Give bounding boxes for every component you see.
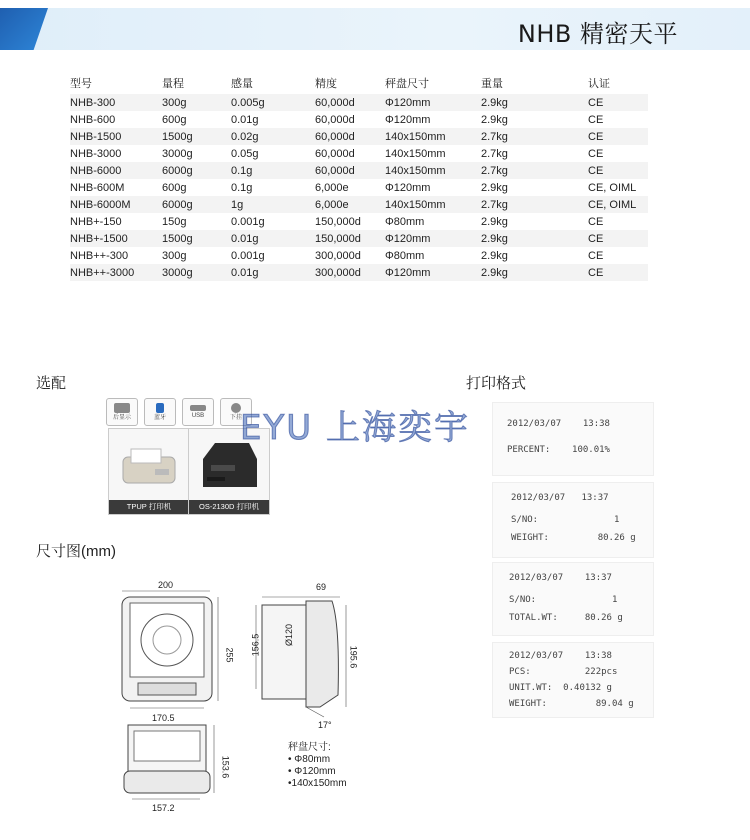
cell-certification: CE, OIML bbox=[588, 196, 648, 213]
cell-certification: CE, OIML bbox=[588, 181, 637, 194]
col-header-readability: 感量 bbox=[231, 78, 253, 90]
dim-rear-width: 157.2 bbox=[152, 803, 175, 813]
cell-resolution: 60,000d bbox=[315, 94, 385, 111]
hook-icon: 下挂 bbox=[220, 398, 252, 426]
dim-pan: Ø120 bbox=[284, 623, 295, 647]
cell-weight: 2.7kg bbox=[481, 196, 588, 213]
cell-weight: 2.9kg bbox=[481, 215, 508, 228]
table-row bbox=[70, 111, 648, 128]
usb-icon: USB bbox=[182, 398, 214, 426]
header-banner bbox=[0, 8, 750, 50]
tpup-printer-drawing bbox=[109, 429, 189, 499]
col-header-certification: 认证 bbox=[588, 78, 610, 90]
cell-readability: 0.01g bbox=[231, 264, 315, 281]
cell-pan-size: Φ120mm bbox=[385, 113, 431, 126]
cell-capacity: 150g bbox=[162, 215, 187, 228]
watermark-logo: EYU 上海奕宇 bbox=[240, 408, 470, 448]
cell-model: NHB-600M bbox=[70, 181, 125, 194]
table-row bbox=[70, 213, 648, 230]
cell-model: NHB-1500 bbox=[70, 128, 162, 145]
cell-readability: 0.05g bbox=[231, 147, 259, 160]
os2130d-printer-caption: OS-2130D 打印机 bbox=[189, 500, 269, 514]
dim-rear-height: 153.6 bbox=[220, 755, 231, 779]
dim-top-width: 200 bbox=[158, 580, 174, 590]
cell-model: NHB-3000 bbox=[70, 147, 122, 160]
cell-readability: 0.001g bbox=[231, 215, 265, 228]
cell-capacity: 6000g bbox=[162, 162, 231, 179]
page-title: NHB 精密天平 bbox=[517, 20, 678, 48]
cell-readability: 0.1g bbox=[231, 181, 253, 194]
cell-pan-size: Φ120mm bbox=[385, 181, 431, 194]
dim-side-depth: 69 bbox=[316, 582, 327, 592]
tpup-printer-image bbox=[108, 428, 190, 515]
cell-certification: CE bbox=[588, 128, 648, 145]
table-row bbox=[70, 162, 648, 179]
cell-readability: 0.01g bbox=[231, 230, 315, 247]
banner-accent-shape bbox=[0, 8, 48, 50]
cell-pan-size: Φ120mm bbox=[385, 230, 481, 247]
pan-size-title: 秤盘尺寸: bbox=[288, 742, 331, 753]
cell-weight: 2.9kg bbox=[481, 230, 588, 247]
cell-certification: CE bbox=[588, 264, 648, 281]
table-row bbox=[70, 128, 648, 145]
cell-certification: CE bbox=[588, 230, 648, 247]
cell-certification: CE bbox=[588, 249, 604, 262]
cell-pan-size: 140x150mm bbox=[385, 162, 481, 179]
cell-certification: CE bbox=[588, 94, 648, 111]
options-title: 选配 bbox=[36, 375, 67, 392]
option-icons bbox=[106, 398, 252, 426]
cell-resolution: 300,000d bbox=[315, 249, 361, 262]
cell-pan-size: Φ80mm bbox=[385, 215, 425, 228]
cell-weight: 2.9kg bbox=[481, 113, 508, 126]
cell-certification: CE bbox=[588, 215, 604, 228]
table-row bbox=[70, 196, 648, 213]
cell-capacity: 300g bbox=[162, 94, 231, 111]
cell-weight: 2.9kg bbox=[481, 264, 588, 281]
cell-weight: 2.7kg bbox=[481, 128, 588, 145]
cell-model: NHB++-3000 bbox=[70, 264, 162, 281]
cell-resolution: 150,000d bbox=[315, 230, 385, 247]
cell-resolution: 60,000d bbox=[315, 128, 385, 145]
cell-pan-size: Φ80mm bbox=[385, 249, 425, 262]
pan-size-note bbox=[288, 742, 347, 790]
cell-pan-size: Φ120mm bbox=[385, 94, 481, 111]
cell-readability: 0.005g bbox=[231, 94, 315, 111]
cell-resolution: 6,000e bbox=[315, 196, 385, 213]
spec-table bbox=[70, 72, 648, 281]
table-row bbox=[70, 94, 648, 111]
cell-readability: 1g bbox=[231, 196, 315, 213]
ticket-pcs: 2012/03/07 13:38 PCS: 222pcs UNIT.WT: 0.40132 g WEIGHT: 89.04 g bbox=[492, 642, 654, 718]
cell-model: NHB++-300 bbox=[70, 249, 129, 262]
cell-model: NHB-300 bbox=[70, 94, 162, 111]
cell-weight: 2.9kg bbox=[481, 94, 588, 111]
table-row bbox=[70, 230, 648, 247]
col-header-weight: 重量 bbox=[481, 78, 503, 90]
cell-capacity: 3000g bbox=[162, 264, 231, 281]
print-format-title: 打印格式 bbox=[466, 375, 527, 392]
col-header-resolution: 精度 bbox=[315, 78, 337, 90]
ticket-weight: 2012/03/07 13:37 S/NO: 1 WEIGHT: 80.26 g bbox=[492, 482, 654, 558]
cell-certification: CE bbox=[588, 113, 604, 126]
cell-capacity: 1500g bbox=[162, 230, 231, 247]
dim-side-h2: 195.6 bbox=[348, 645, 359, 669]
cell-readability: 0.02g bbox=[231, 128, 315, 145]
cell-readability: 0.01g bbox=[231, 113, 259, 126]
cell-capacity: 600g bbox=[162, 181, 187, 194]
bluetooth-icon: 蓝牙 bbox=[144, 398, 176, 426]
cell-resolution: 6,000e bbox=[315, 181, 349, 194]
cell-model: NHB-6000M bbox=[70, 196, 162, 213]
cell-resolution: 150,000d bbox=[315, 215, 361, 228]
pan-size-item: • Φ80mm bbox=[288, 754, 331, 765]
dimensions-title: 尺寸图(mm) bbox=[36, 543, 116, 560]
table-row bbox=[70, 145, 648, 162]
display-icon: 后显示 bbox=[106, 398, 138, 426]
cell-readability: 0.1g bbox=[231, 162, 315, 179]
cell-model: NHB-600 bbox=[70, 113, 116, 126]
cell-weight: 2.7kg bbox=[481, 147, 508, 160]
table-row bbox=[70, 179, 648, 196]
cell-resolution: 60,000d bbox=[315, 113, 355, 126]
tpup-printer-caption: TPUP 打印机 bbox=[109, 500, 189, 514]
cell-capacity: 300g bbox=[162, 249, 187, 262]
cell-weight: 2.9kg bbox=[481, 249, 508, 262]
cell-model: NHB+-1500 bbox=[70, 230, 162, 247]
cell-capacity: 1500g bbox=[162, 128, 231, 145]
cell-weight: 2.7kg bbox=[481, 162, 588, 179]
dim-height: 255 bbox=[224, 647, 235, 663]
cell-capacity: 3000g bbox=[162, 147, 193, 160]
cell-certification: CE bbox=[588, 162, 648, 179]
col-header-model: 型号 bbox=[70, 78, 92, 90]
pan-size-item: • Φ120mm bbox=[288, 766, 336, 777]
cell-readability: 0.001g bbox=[231, 249, 265, 262]
cell-pan-size: Φ120mm bbox=[385, 264, 481, 281]
col-header-capacity: 量程 bbox=[162, 78, 184, 90]
ticket-percent: 2012/03/07 13:38 PERCENT: 100.01% bbox=[492, 402, 654, 476]
cell-capacity: 600g bbox=[162, 113, 187, 126]
dim-front-width: 170.5 bbox=[152, 713, 175, 723]
cell-resolution: 300,000d bbox=[315, 264, 385, 281]
cell-resolution: 60,000d bbox=[315, 147, 355, 160]
ticket-total: 2012/03/07 13:37 S/NO: 1 TOTAL.WT: 80.26 g bbox=[492, 562, 654, 636]
cell-certification: CE bbox=[588, 147, 604, 160]
spec-table-header bbox=[70, 72, 648, 94]
cell-capacity: 6000g bbox=[162, 196, 231, 213]
table-row bbox=[70, 264, 648, 281]
dim-angle: 17° bbox=[318, 720, 332, 730]
table-row bbox=[70, 247, 648, 264]
cell-weight: 2.9kg bbox=[481, 181, 508, 194]
cell-model: NHB+-150 bbox=[70, 215, 122, 228]
cell-resolution: 60,000d bbox=[315, 162, 385, 179]
cell-pan-size: 140x150mm bbox=[385, 128, 481, 145]
col-header-pan-size: 秤盘尺寸 bbox=[385, 78, 429, 90]
dim-side-h1: 156.5 bbox=[250, 633, 261, 657]
cell-pan-size: 140x150mm bbox=[385, 196, 481, 213]
cell-model: NHB-6000 bbox=[70, 162, 162, 179]
cell-pan-size: 140x150mm bbox=[385, 147, 446, 160]
pan-size-item: •140x150mm bbox=[288, 778, 347, 789]
